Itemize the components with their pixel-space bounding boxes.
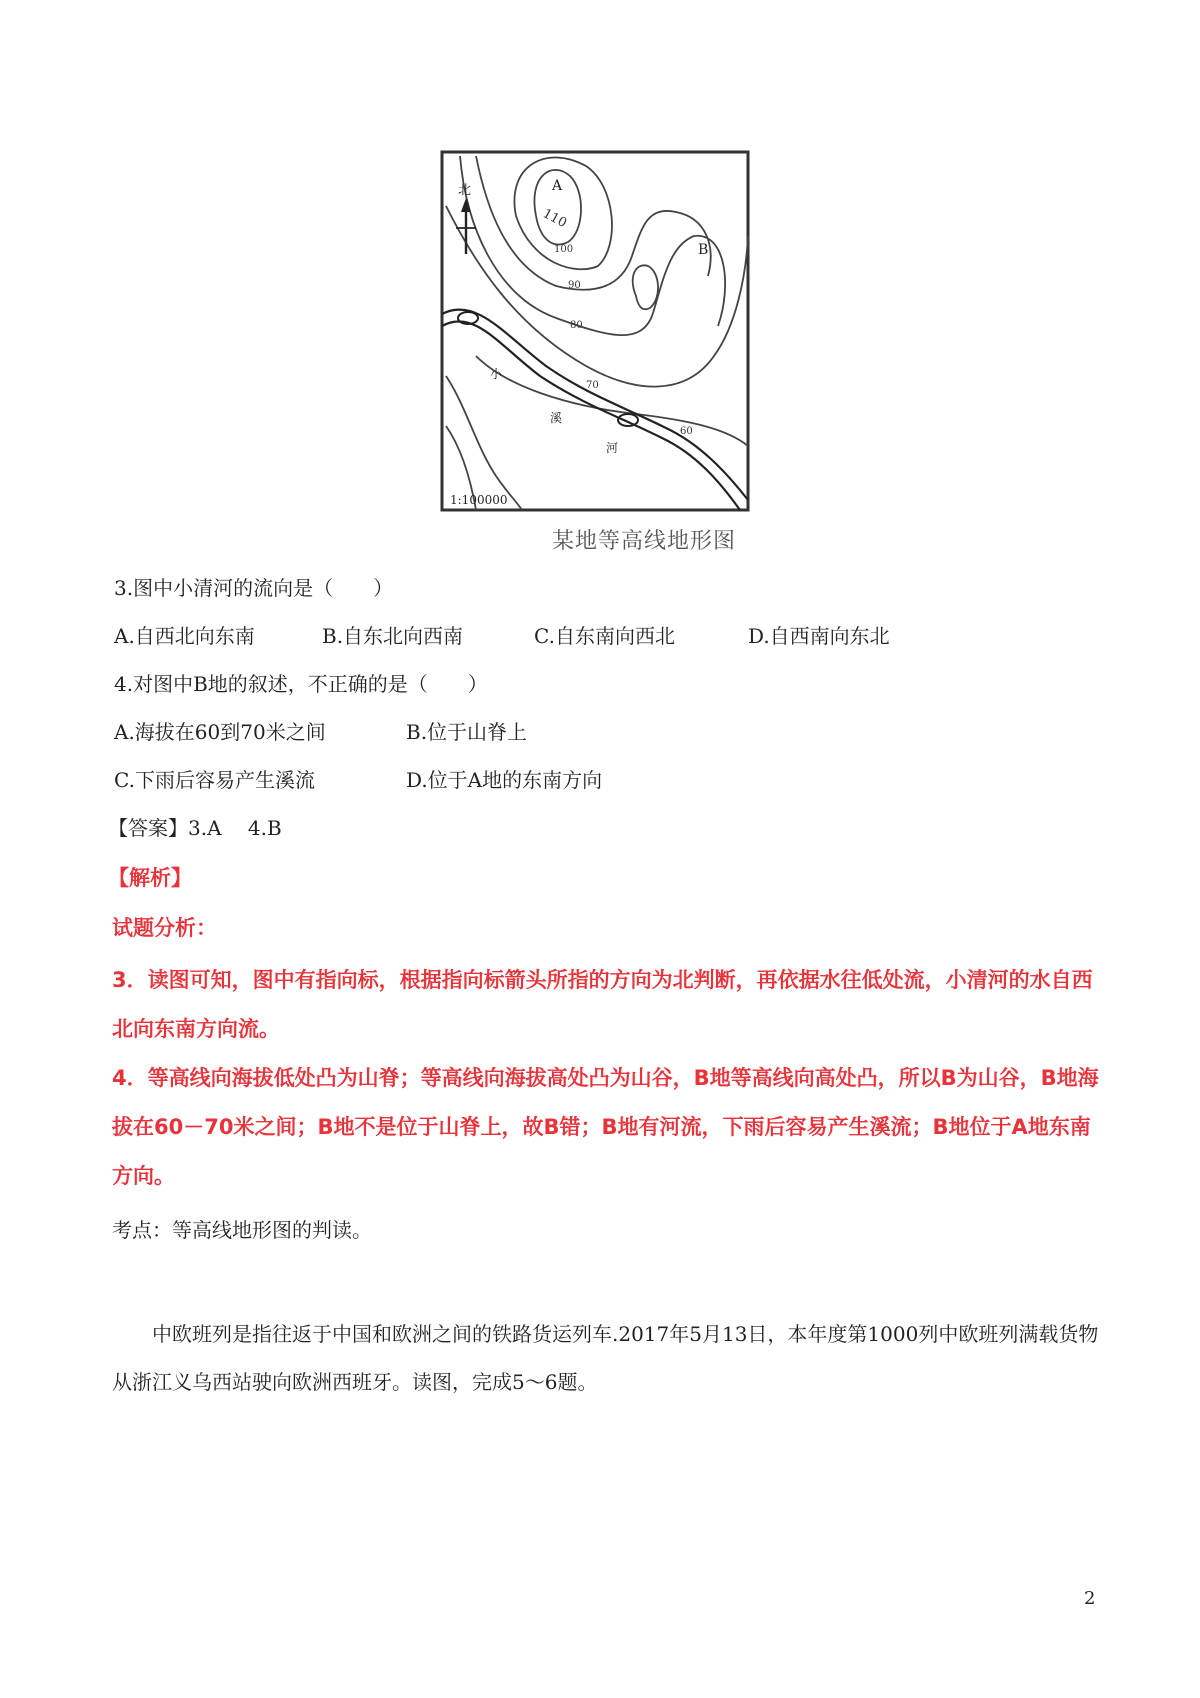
q4-option-b: B.位于山脊上 — [406, 720, 528, 744]
intro-paragraph: 中欧班列是指往返于中国和欧洲之间的铁路货运列车.2017年5月13日，本年度第1000列中欧班列满载货物从浙江义乌西站驶向欧洲西班牙。读图，完成5～6题。 — [112, 1322, 1099, 1394]
kaodian-line: 考点：等高线地形图的判读。 — [112, 1218, 372, 1242]
q3-option-a: A.自西北向东南 — [114, 624, 255, 648]
analysis-subheading: 试题分析： — [112, 916, 217, 940]
contour-label-60: 60 — [680, 426, 693, 437]
analysis-heading: 【解析】 — [108, 866, 192, 890]
map-caption: 某地等高线地形图 — [551, 529, 736, 554]
analysis-q4: 4．等高线向海拔低处凸为山脊；等高线向海拔高处凸为山谷，B地等高线向高处凸，所以B为山谷，B地海拔在60－70米之间；B地不是位于山脊上，故B错；B地有河流，下雨后容易产生溪流；B地位于A地东南方向。 — [112, 1066, 1099, 1188]
q4-option-d: D.位于A地的东南方向 — [406, 768, 603, 792]
answer-line: 【答案】3.A 4.B — [108, 816, 282, 840]
contour-label-70: 70 — [586, 380, 599, 391]
contour-label-110: 110 — [540, 206, 570, 232]
contour-map — [436, 146, 776, 526]
q3-stem: 3.图中小清河的流向是（ ） — [114, 576, 394, 600]
q4-option-c: C.下雨后容易产生溪流 — [114, 768, 315, 792]
contour-label-90: 90 — [568, 280, 581, 291]
contour-label-80: 80 — [570, 320, 583, 331]
q3-option-b: B.自东北向西南 — [322, 624, 464, 648]
river-char-3: 河 — [606, 441, 619, 455]
point-a-label: A — [552, 178, 563, 194]
river-char-2: 溪 — [550, 411, 563, 425]
map-scale: 1:100000 — [450, 493, 508, 507]
river-char-1: 小 — [490, 367, 503, 381]
north-label: 北 — [458, 183, 472, 198]
q4-stem: 4.对图中B地的叙述，不正确的是（ ） — [114, 672, 488, 696]
q3-option-d: D.自西南向东北 — [748, 624, 890, 648]
contour-label-100: 100 — [554, 244, 574, 255]
q4-option-a: A.海拔在60到70米之间 — [114, 720, 326, 744]
contour-map-figure — [436, 146, 776, 566]
page-number: 2 — [1084, 1588, 1096, 1609]
point-b-label: B — [698, 242, 709, 258]
q3-option-c: C.自东南向西北 — [534, 624, 675, 648]
analysis-q3: 3．读图可知，图中有指向标，根据指向标箭头所指的方向为北判断，再依据水往低处流，小清河的水自西北向东南方向流。 — [112, 968, 1093, 1041]
